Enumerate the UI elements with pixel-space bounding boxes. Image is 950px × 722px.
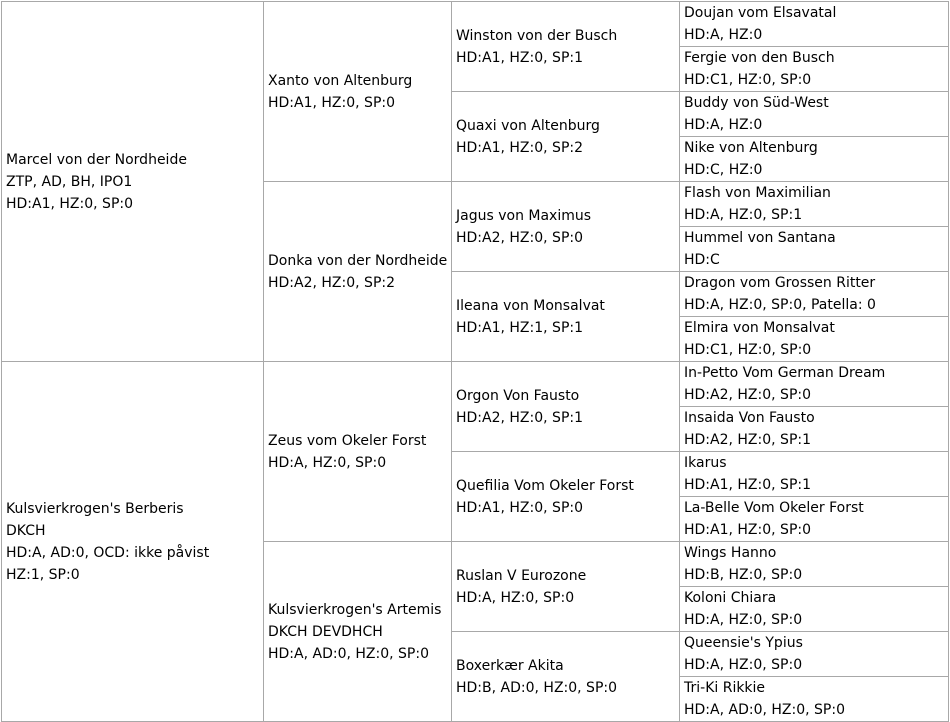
dog-name: Xanto von Altenburg xyxy=(268,72,413,89)
dog-name: Flash von Maximilian xyxy=(684,185,831,201)
pedigree-row xyxy=(2,2,949,47)
pedigree-cell-great-great-grandparent xyxy=(680,362,949,407)
dog-details: HD:A, HZ:0, SP:0 xyxy=(684,612,803,628)
pedigree-cell-grandparent xyxy=(264,362,452,542)
dog-name: Nike von Altenburg xyxy=(684,140,818,156)
dog-details: HD:A2, HZ:0, SP:0 xyxy=(456,229,584,246)
dog-name: Quefilia Vom Okeler Forst xyxy=(456,477,634,494)
dog-name: Jagus von Maximus xyxy=(456,207,592,224)
pedigree-cell-great-great-grandparent xyxy=(680,272,949,317)
dog-name: Wings Hanno xyxy=(684,545,777,561)
dog-name: Ruslan V Eurozone xyxy=(456,567,587,584)
pedigree-cell-great-great-grandparent xyxy=(680,632,949,677)
pedigree-cell-great-grandparent xyxy=(452,2,680,92)
pedigree-cell-great-grandparent xyxy=(452,272,680,362)
dog-name: Doujan vom Elsavatal xyxy=(684,5,837,21)
pedigree-cell-great-great-grandparent xyxy=(680,182,949,227)
dog-details: HD:A1, HZ:0, SP:1 xyxy=(456,49,584,66)
dog-details: HD:A, AD:0, HZ:0, SP:0 xyxy=(684,702,845,718)
dog-name: Boxerkær Akita xyxy=(456,657,564,674)
pedigree-cell-great-great-grandparent xyxy=(680,317,949,362)
dog-details: HD:A, HZ:0, SP:0, Patella: 0 xyxy=(684,297,876,313)
dog-name: Zeus vom Okeler Forst xyxy=(268,432,427,449)
dog-details: HZ:1, SP:0 xyxy=(6,566,80,583)
dog-name: Marcel von der Nordheide xyxy=(6,151,187,168)
dog-details: HD:A2, HZ:0, SP:1 xyxy=(684,432,812,448)
dog-details: HD:A2, HZ:0, SP:0 xyxy=(684,387,812,403)
dog-details: HD:A, HZ:0 xyxy=(684,117,763,133)
pedigree-cell-great-great-grandparent xyxy=(680,542,949,587)
pedigree-cell-parent xyxy=(2,2,264,362)
dog-name: Ikarus xyxy=(684,455,727,471)
dog-details: DKCH xyxy=(6,522,46,539)
pedigree-cell-great-great-grandparent xyxy=(680,2,949,47)
dog-name: Insaida Von Fausto xyxy=(684,410,815,426)
dog-details: HD:A1, HZ:0, SP:0 xyxy=(268,94,396,111)
pedigree-cell-great-great-grandparent xyxy=(680,497,949,542)
dog-details: HD:A2, HZ:0, SP:1 xyxy=(456,409,584,426)
pedigree-cell-great-great-grandparent xyxy=(680,227,949,272)
pedigree-cell-grandparent xyxy=(264,542,452,722)
dog-name: Winston von der Busch xyxy=(456,27,618,44)
dog-details: HD:C1, HZ:0, SP:0 xyxy=(684,72,812,88)
pedigree-cell-parent xyxy=(2,362,264,722)
pedigree-cell-great-grandparent xyxy=(452,542,680,632)
dog-details: ZTP, AD, BH, IPO1 xyxy=(6,173,133,190)
dog-details: HD:A2, HZ:0, SP:2 xyxy=(268,274,396,291)
dog-details: HD:A, HZ:0 xyxy=(684,27,763,43)
dog-name: Hummel von Santana xyxy=(684,230,836,246)
dog-name: Orgon Von Fausto xyxy=(456,387,580,404)
dog-details: HD:B, HZ:0, SP:0 xyxy=(684,567,803,583)
pedigree-cell-grandparent xyxy=(264,2,452,182)
pedigree-cell-grandparent xyxy=(264,182,452,362)
pedigree-cell-great-grandparent xyxy=(452,92,680,182)
dog-details: HD:A1, HZ:0, SP:0 xyxy=(6,195,134,212)
pedigree-cell-great-great-grandparent xyxy=(680,452,949,497)
dog-name: Ileana von Monsalvat xyxy=(456,297,605,314)
pedigree-cell-great-grandparent xyxy=(452,452,680,542)
pedigree-table xyxy=(1,1,949,722)
dog-name: Kulsvierkrogen's Artemis xyxy=(268,601,442,618)
dog-name: Quaxi von Altenburg xyxy=(456,117,600,134)
dog-details: HD:C xyxy=(684,252,720,268)
dog-name: Donka von der Nordheide xyxy=(268,252,448,269)
dog-name: Tri-Ki Rikkie xyxy=(684,680,766,696)
dog-details: HD:A1, HZ:0, SP:2 xyxy=(456,139,584,156)
pedigree-cell-great-grandparent xyxy=(452,632,680,722)
dog-details: HD:C1, HZ:0, SP:0 xyxy=(684,342,812,358)
dog-name: Kulsvierkrogen's Berberis xyxy=(6,500,184,517)
pedigree-cell-great-great-grandparent xyxy=(680,92,949,137)
dog-details: HD:A, AD:0, HZ:0, SP:0 xyxy=(268,645,429,662)
pedigree-cell-great-grandparent xyxy=(452,182,680,272)
dog-details: HD:A, HZ:0, SP:1 xyxy=(684,207,803,223)
dog-details: HD:B, AD:0, HZ:0, SP:0 xyxy=(456,679,618,696)
pedigree-cell-great-grandparent xyxy=(452,362,680,452)
dog-name: La-Belle Vom Okeler Forst xyxy=(684,500,864,516)
dog-name: Queensie's Ypius xyxy=(684,635,803,651)
dog-name: In-Petto Vom German Dream xyxy=(684,365,886,381)
dog-name: Elmira von Monsalvat xyxy=(684,320,835,336)
dog-name: Fergie von den Busch xyxy=(684,50,835,66)
dog-details: HD:A1, HZ:0, SP:1 xyxy=(684,477,812,493)
dog-details: HD:A1, HZ:1, SP:1 xyxy=(456,319,584,336)
dog-details: HD:C, HZ:0 xyxy=(684,162,763,178)
pedigree-cell-great-great-grandparent xyxy=(680,587,949,632)
dog-details: HD:A1, HZ:0, SP:0 xyxy=(684,522,812,538)
pedigree-cell-great-great-grandparent xyxy=(680,407,949,452)
dog-details: HD:A, AD:0, OCD: ikke påvist xyxy=(6,544,210,561)
dog-details: DKCH DEVDHCH xyxy=(268,623,383,640)
pedigree-cell-great-great-grandparent xyxy=(680,677,949,722)
pedigree-cell-great-great-grandparent xyxy=(680,47,949,92)
dog-details: HD:A, HZ:0, SP:0 xyxy=(684,657,803,673)
dog-details: HD:A, HZ:0, SP:0 xyxy=(268,454,387,471)
dog-details: HD:A1, HZ:0, SP:0 xyxy=(456,499,584,516)
dog-name: Buddy von Süd-West xyxy=(684,95,829,111)
pedigree-row xyxy=(2,362,949,407)
pedigree-cell-great-great-grandparent xyxy=(680,137,949,182)
dog-details: HD:A, HZ:0, SP:0 xyxy=(456,589,575,606)
dog-name: Koloni Chiara xyxy=(684,590,777,606)
dog-name: Dragon vom Grossen Ritter xyxy=(684,275,876,291)
